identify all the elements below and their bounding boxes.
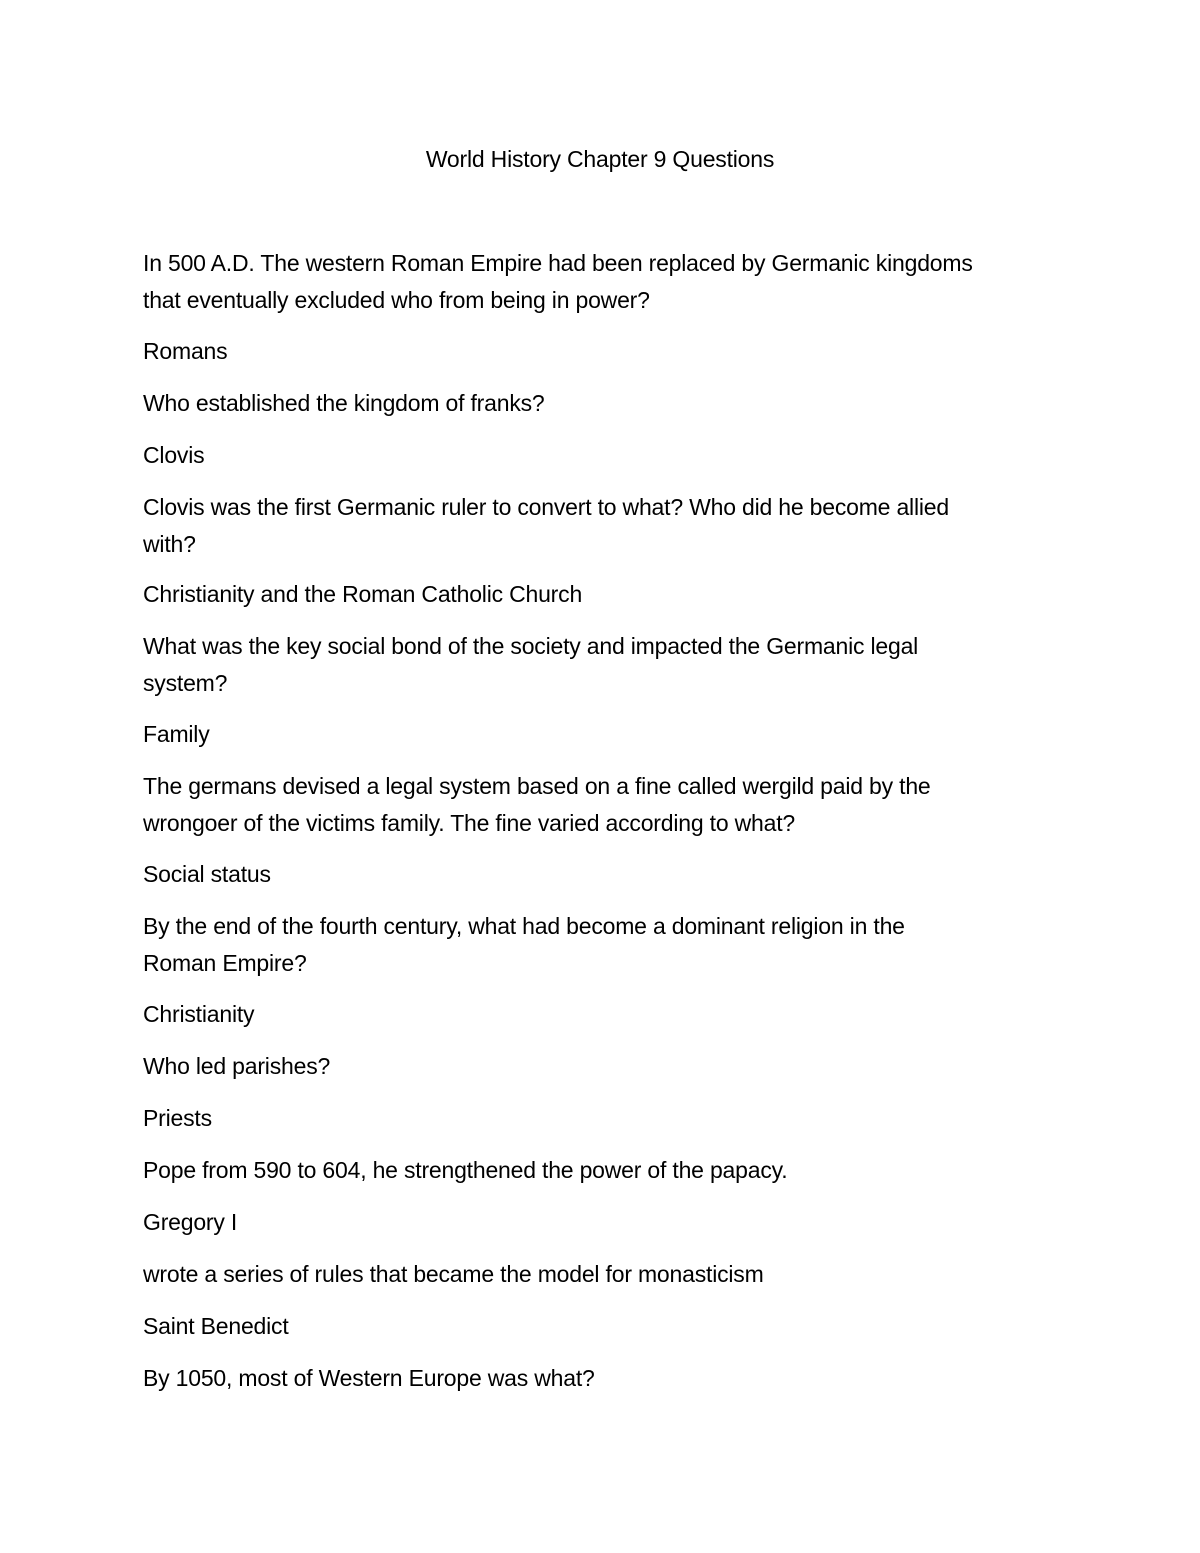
question-text: In 500 A.D. The western Roman Empire had been replaced by Germanic kingdoms that eventually excluded who from being in power? [143,250,973,313]
answer-text: Social status [143,861,271,887]
question-text: By 1050, most of Western Europe was what? [143,1365,595,1391]
question-text: The germans devised a legal system based on a fine called wergild paid by the wrongoer of the victims family. The fine varied according to what? [143,773,931,836]
answer-text: Clovis [143,442,205,468]
answer-text: Christianity [143,1001,255,1027]
answer-text: Christianity and the Roman Catholic Church [143,581,583,607]
page-title: World History Chapter 9 Questions [425,146,775,172]
question-text: wrote a series of rules that became the model for monasticism [143,1261,764,1287]
answer-text: Family [143,721,210,747]
answer-text: Gregory I [143,1209,238,1235]
question-text: Clovis was the first Germanic ruler to convert to what? Who did he become allied with? [143,494,949,557]
answer-text: Priests [143,1105,212,1131]
answer-text: Romans [143,338,228,364]
question-text: What was the key social bond of the society and impacted the Germanic legal system? [143,633,919,696]
question-text: Pope from 590 to 604, he strengthened the power of the papacy. [143,1157,788,1183]
question-text: By the end of the fourth century, what had become a dominant religion in the Roman Empire? [143,913,905,976]
question-text: Who established the kingdom of franks? [143,390,545,416]
answer-text: Saint Benedict [143,1313,289,1339]
question-text: Who led parishes? [143,1053,331,1079]
